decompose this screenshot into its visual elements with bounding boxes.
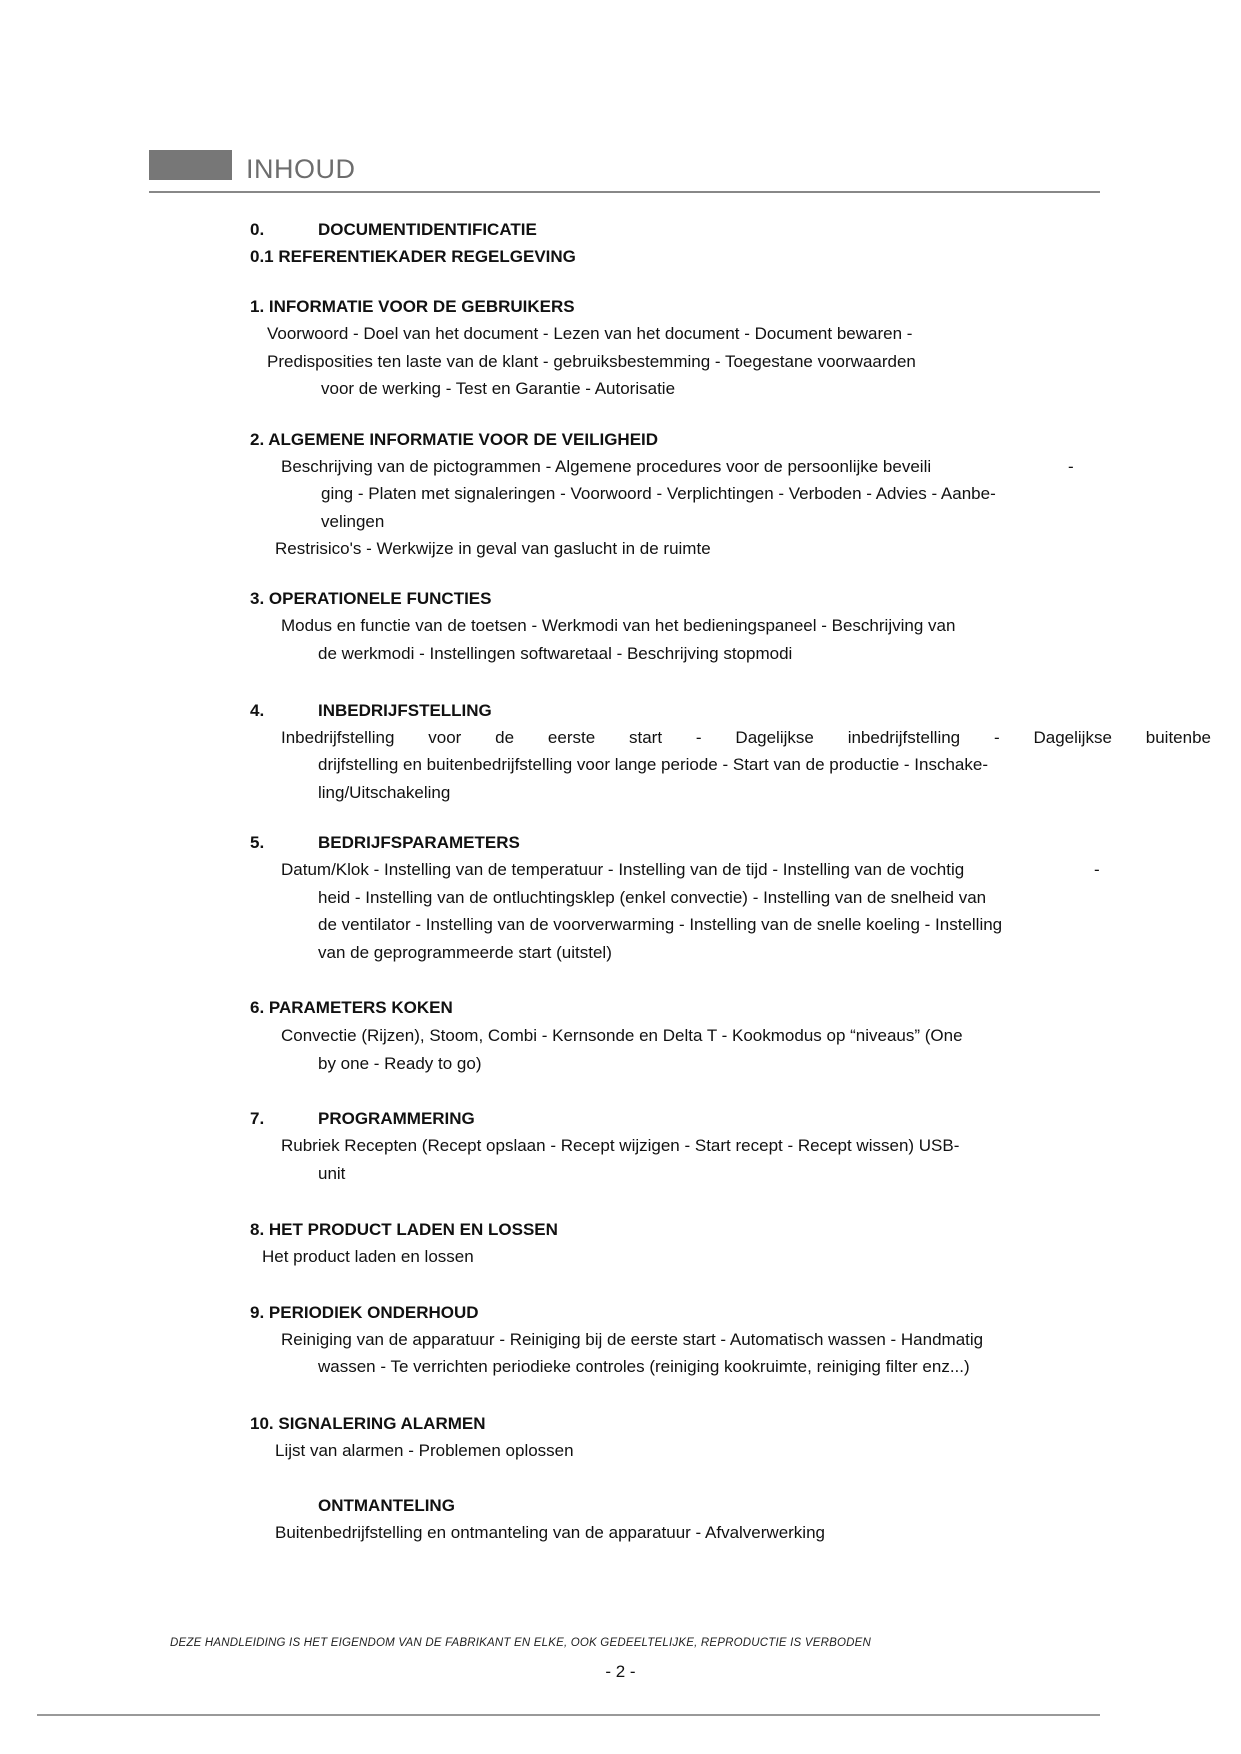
page-number: - 2 - <box>605 1662 636 1681</box>
toc-heading: INBEDRIJFSTELLING <box>318 701 492 720</box>
toc-heading: BEDRIJFSPARAMETERS <box>318 833 520 852</box>
page-title: INHOUD <box>246 154 356 184</box>
toc-line: Inbedrijfstelling voor de eerste start - Dagelijkse inbedrijfstelling - Dagelijkse buitenbe <box>281 728 1211 747</box>
toc-line: by one - Ready to go) <box>318 1054 482 1073</box>
toc-line: - <box>1094 860 1100 879</box>
toc-number: 7. <box>250 1109 265 1128</box>
toc-line: van de geprogrammeerde start (uitstel) <box>318 943 612 962</box>
footer-divider <box>37 1714 1100 1716</box>
toc-line: unit <box>318 1164 346 1183</box>
toc-line: wassen - Te verrichten periodieke controles (reiniging kookruimte, reiniging filter enz...) <box>318 1357 970 1376</box>
header-decor-box <box>149 150 232 180</box>
toc-line: de werkmodi - Instellingen softwaretaal - Beschrijving stopmodi <box>318 644 793 663</box>
toc-number: 5. <box>250 833 265 852</box>
toc-line: Modus en functie van de toetsen - Werkmodi van het bedieningspaneel - Beschrijving van <box>281 616 956 635</box>
toc-line: Rubriek Recepten (Recept opslaan - Recept wijzigen - Start recept - Recept wissen) USB- <box>281 1136 960 1155</box>
toc-line: Het product laden en lossen <box>262 1247 474 1266</box>
toc-line: Convectie (Rijzen), Stoom, Combi - Kernsonde en Delta T - Kookmodus op “niveaus” (One <box>281 1026 963 1045</box>
toc-line: ling/Uitschakeling <box>318 783 451 802</box>
toc-line: heid - Instelling van de ontluchtingsklep (enkel convectie) - Instelling van de snelheid van <box>318 888 987 907</box>
toc-line: Beschrijving van de pictogrammen - Algemene procedures voor de persoonlijke beveili <box>281 457 932 476</box>
toc-heading: 0.1 REFERENTIEKADER REGELGEVING <box>250 247 576 266</box>
toc-line: Lijst van alarmen - Problemen oplossen <box>275 1441 574 1460</box>
toc-line: de ventilator - Instelling van de voorverwarming - Instelling van de snelle koeling - Instelling <box>318 915 1003 934</box>
toc-line: Restrisico's - Werkwijze in geval van gaslucht in de ruimte <box>275 539 711 558</box>
toc-line: Buitenbedrijfstelling en ontmanteling van de apparatuur - Afvalverwerking <box>275 1523 825 1542</box>
copyright-notice: DEZE HANDLEIDING IS HET EIGENDOM VAN DE FABRIKANT EN ELKE, OOK GEDEELTELIJKE, REPRODUCTIE IS VERBODEN <box>170 1637 871 1649</box>
toc-heading: ONTMANTELING <box>318 1496 455 1515</box>
toc-line: - <box>1068 457 1074 476</box>
toc-line: Reiniging van de apparatuur - Reiniging bij de eerste start - Automatisch wassen - Handmatig <box>281 1330 984 1349</box>
toc-heading: 1. INFORMATIE VOOR DE GEBRUIKERS <box>250 297 575 316</box>
toc-line: drijfstelling en buitenbedrijfstelling voor lange periode - Start van de productie - Inschake- <box>318 755 988 774</box>
toc-heading: 10. SIGNALERING ALARMEN <box>250 1414 486 1433</box>
toc-line: ging - Platen met signaleringen - Voorwoord - Verplichtingen - Verboden - Advies - Aanbe- <box>321 484 996 503</box>
toc-heading: 9. PERIODIEK ONDERHOUD <box>250 1303 479 1322</box>
toc-heading: 6. PARAMETERS KOKEN <box>250 998 453 1017</box>
toc-number: 4. <box>250 701 265 720</box>
toc-line: velingen <box>321 512 385 531</box>
toc-heading: 2. ALGEMENE INFORMATIE VOOR DE VEILIGHEID <box>250 430 659 449</box>
header-divider <box>149 191 1100 193</box>
toc-line: Predisposities ten laste van de klant - gebruiksbestemming - Toegestane voorwaarden <box>267 352 916 371</box>
toc-heading: 3. OPERATIONELE FUNCTIES <box>250 589 492 608</box>
toc-line: Voorwoord - Doel van het document - Lezen van het document - Document bewaren - <box>267 324 913 343</box>
toc-number: 0. <box>250 220 265 239</box>
toc-heading: DOCUMENTIDENTIFICATIE <box>318 220 537 239</box>
toc-line: Datum/Klok - Instelling van de temperatuur - Instelling van de tijd - Instelling van de vochtig <box>281 860 965 879</box>
toc-line: voor de werking - Test en Garantie - Autorisatie <box>321 379 676 398</box>
toc-heading: 8. HET PRODUCT LADEN EN LOSSEN <box>250 1220 558 1239</box>
toc-heading: PROGRAMMERING <box>318 1109 475 1128</box>
